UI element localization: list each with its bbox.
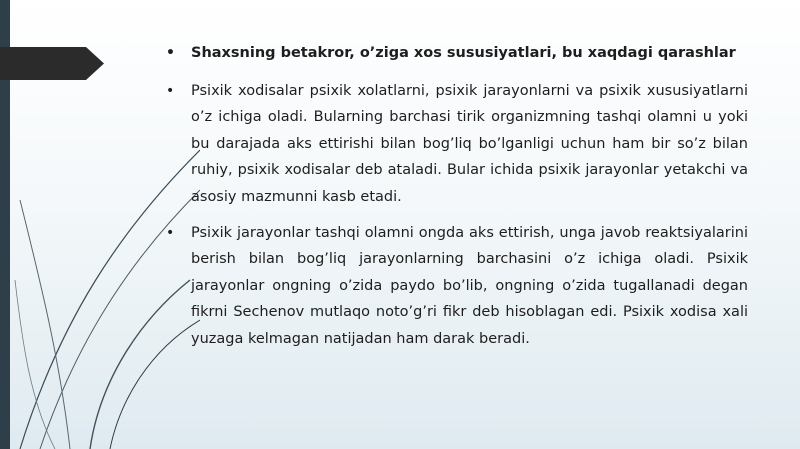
bullet-item-heading bbox=[166, 40, 748, 67]
slide-content bbox=[166, 40, 748, 362]
bullet-text: Shaxsning betakror, o’ziga xos sususiyatlari, bu xaqdagi qarashlar bbox=[191, 45, 736, 61]
bullet-item bbox=[166, 78, 748, 211]
bullet-marker: • bbox=[166, 45, 175, 61]
bullet-marker: • bbox=[166, 224, 175, 241]
bullet-text: Psixik xodisalar psixik xolatlarni, psixik jarayonlarni va psixik xususiyatlarni o’z ichiga oladi. Bularning barchasi tirik organizmning tashqi olamni u yoki bu darajada aks ettirishi bilan bog’liq bo’lganligi uchun ham bir so’z bilan ruhiy, psixik xodisalar deb ataladi. Bular ichida psixik jarayonlar yetakchi va asosiy mazmunni kasb etadi. bbox=[191, 82, 748, 205]
bullet-item bbox=[166, 220, 748, 353]
bullet-marker: • bbox=[166, 82, 175, 99]
bullet-text: Psixik jarayonlar tashqi olamni ongda aks ettirish, unga javob reaktsiyalarini berish bilan bog’liq jarayonlarning barchasini o’z ichiga oladi. Psixik jarayonlar ongning o’zida paydo bo’lib, ongning o’zida tugallanadi degan fikrni Sechenov mutlaqo noto’g’ri fikr deb hisoblagan edi. Psixik xodisa xali yuzaga kelmagan natijadan ham darak beradi. bbox=[191, 224, 748, 347]
title-arrow-tab bbox=[0, 47, 104, 80]
